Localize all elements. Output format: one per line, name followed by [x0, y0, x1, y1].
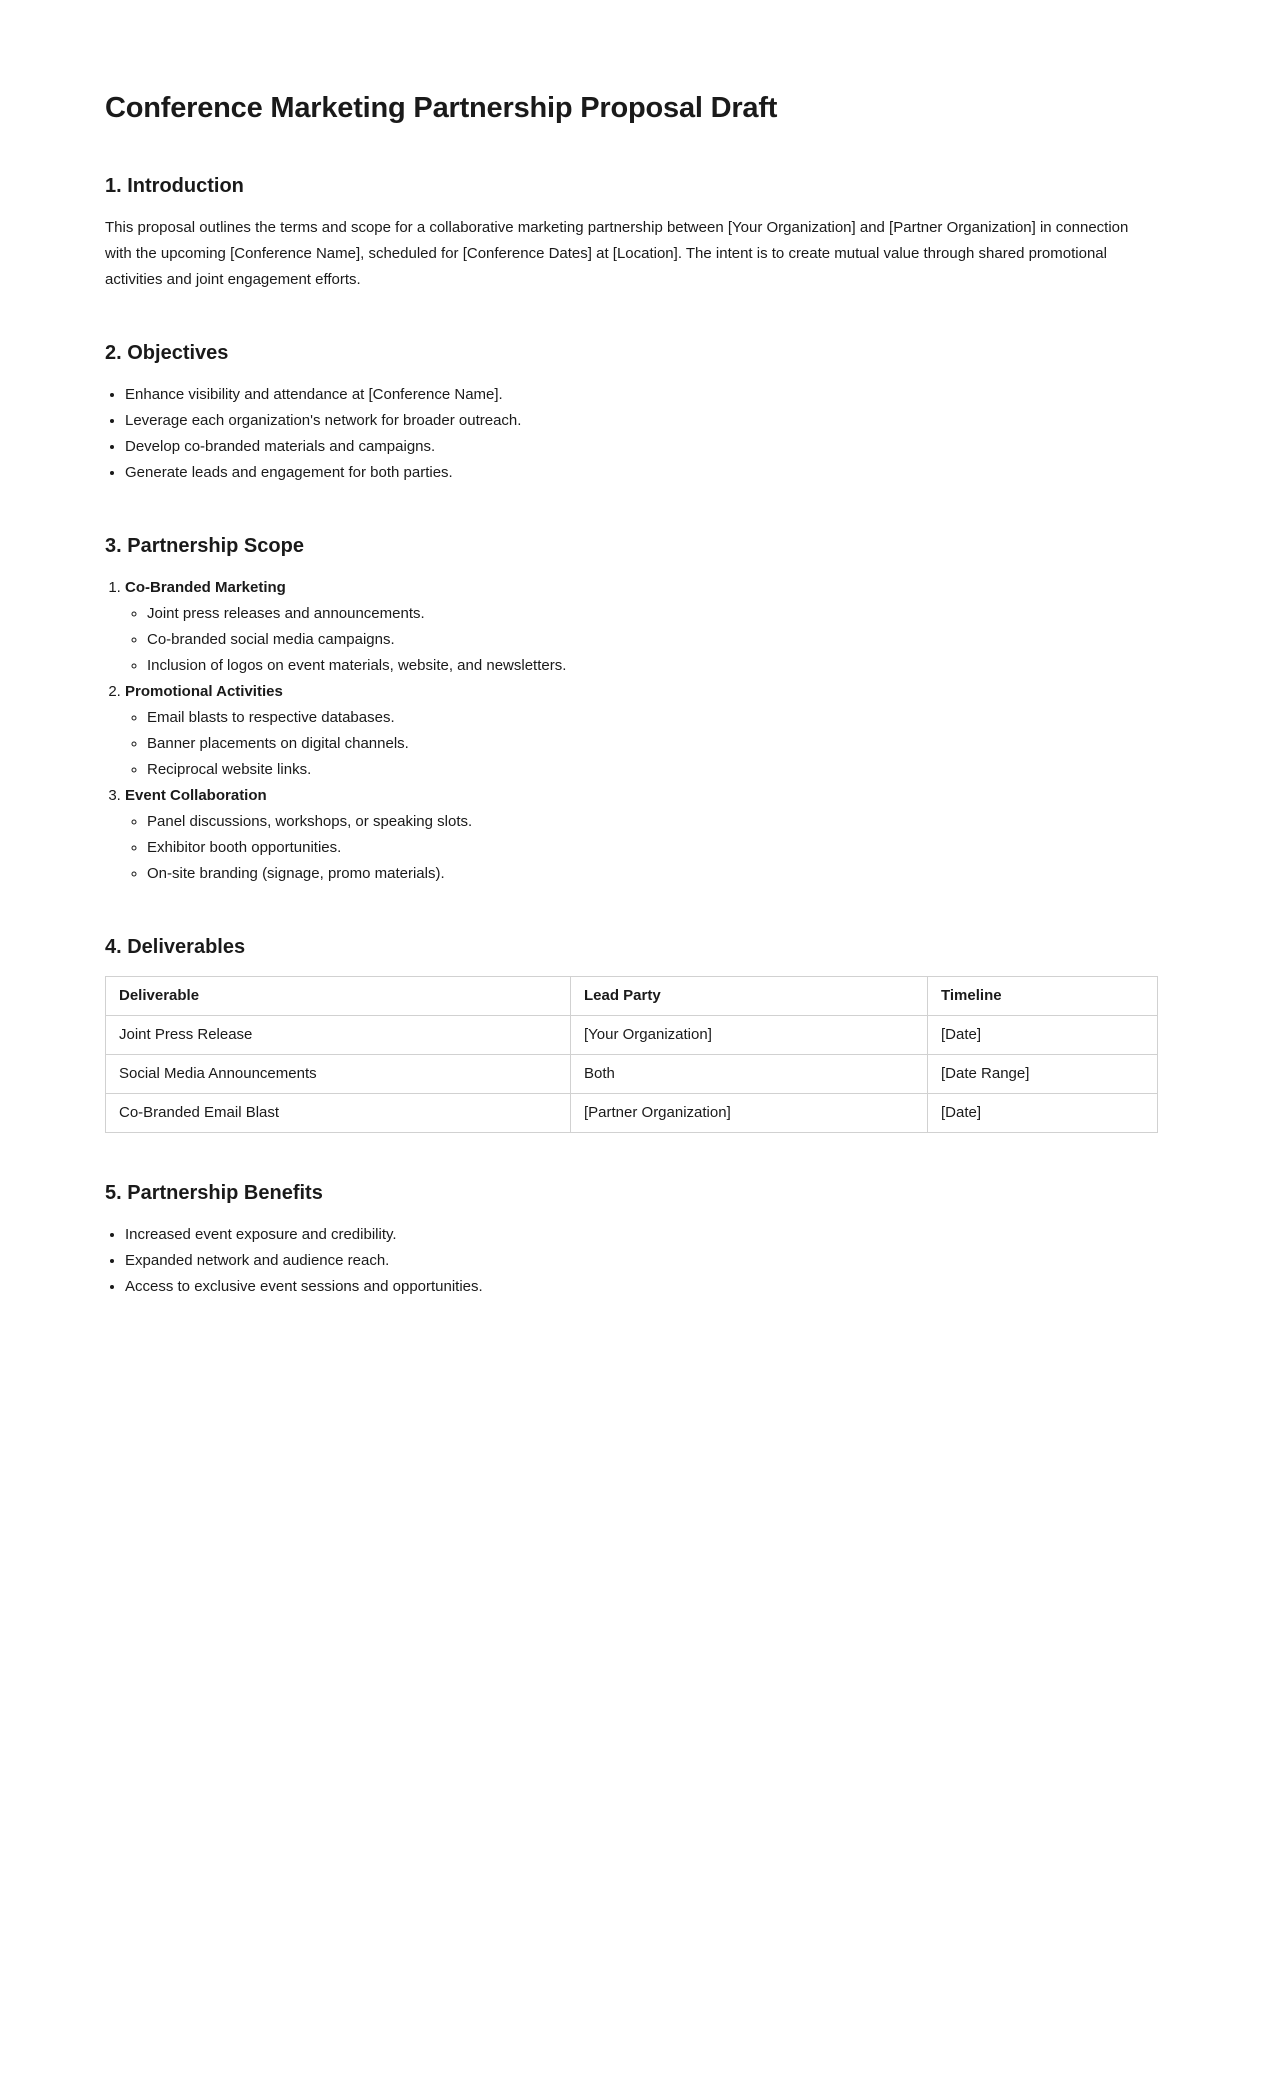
- section-heading-deliverables: 4. Deliverables: [105, 936, 246, 958]
- list-item: • Enhance visibility and attendance at [Conference Name].: [125, 382, 1157, 408]
- scope-group-title: Promotional Activities: [125, 683, 283, 700]
- scope-group: [125, 679, 1157, 783]
- list-item: ◦ Email blasts to respective databases.: [147, 705, 1157, 731]
- scope-list: [105, 575, 1157, 887]
- list-item: • Increased event exposure and credibility.: [125, 1222, 1157, 1248]
- scope-group: [125, 575, 1157, 679]
- section-deliverables: [105, 934, 1157, 1133]
- table-cell: [Date]: [928, 1094, 1158, 1133]
- scope-sublist: [125, 601, 1157, 679]
- list-item: ◦ On-site branding (signage, promo materials).: [147, 861, 1157, 887]
- table-cell: [Your Organization]: [571, 1016, 928, 1055]
- section-partnership-benefits: [105, 1180, 1157, 1300]
- section-heading-partnership-benefits: 5. Partnership Benefits: [105, 1182, 323, 1204]
- table-cell: [Partner Organization]: [571, 1094, 928, 1133]
- table-header-row: [106, 977, 1158, 1016]
- list-item: ◦ Panel discussions, workshops, or speaking slots.: [147, 809, 1157, 835]
- list-item: ◦ Banner placements on digital channels.: [147, 731, 1157, 757]
- intro-paragraph: This proposal outlines the terms and scope for a collaborative marketing partnership between [Your Organization] and [Partner Organization] in connection with the upcoming [Conference Name], scheduled for [Conference Dates] at [Location]. The intent is to create mutual value through shared promotional activities and joint engagement efforts.: [105, 219, 1129, 288]
- list-item: • Develop co-branded materials and campaigns.: [125, 434, 1157, 460]
- scope-sublist: [125, 705, 1157, 783]
- scope-sublist: [125, 809, 1157, 887]
- scope-group-title: Event Collaboration: [125, 787, 267, 804]
- section-heading-objectives: 2. Objectives: [105, 342, 229, 364]
- table-cell: Joint Press Release: [106, 1016, 571, 1055]
- table-header-cell: Deliverable: [106, 977, 571, 1016]
- table-cell: Co-Branded Email Blast: [106, 1094, 571, 1133]
- table-row: [106, 1016, 1158, 1055]
- table-header-cell: Lead Party: [571, 977, 928, 1016]
- scope-group-title: Co-Branded Marketing: [125, 579, 286, 596]
- document-title: Conference Marketing Partnership Proposal Draft: [105, 92, 778, 124]
- document-page: [105, 0, 1157, 1300]
- benefits-list: [105, 1222, 1157, 1300]
- section-heading-introduction: 1. Introduction: [105, 175, 244, 197]
- table-row: [106, 1094, 1158, 1133]
- list-item: • Leverage each organization's network for broader outreach.: [125, 408, 1157, 434]
- table-row: [106, 1055, 1158, 1094]
- scope-group: [125, 783, 1157, 887]
- list-item: ◦ Exhibitor booth opportunities.: [147, 835, 1157, 861]
- list-item: • Generate leads and engagement for both parties.: [125, 460, 1157, 486]
- table-cell: Both: [571, 1055, 928, 1094]
- list-item: ◦ Co-branded social media campaigns.: [147, 627, 1157, 653]
- table-cell: Social Media Announcements: [106, 1055, 571, 1094]
- table-cell: [Date]: [928, 1016, 1158, 1055]
- list-item: • Expanded network and audience reach.: [125, 1248, 1157, 1274]
- deliverables-table: [105, 976, 1158, 1133]
- list-item: ◦ Joint press releases and announcements.: [147, 601, 1157, 627]
- objectives-list: [105, 382, 1157, 486]
- list-item: ◦ Inclusion of logos on event materials, website, and newsletters.: [147, 653, 1157, 679]
- section-introduction: [105, 173, 1157, 293]
- section-objectives: [105, 340, 1157, 486]
- section-heading-partnership-scope: 3. Partnership Scope: [105, 535, 304, 557]
- table-header-cell: Timeline: [928, 977, 1158, 1016]
- table-cell: [Date Range]: [928, 1055, 1158, 1094]
- list-item: • Access to exclusive event sessions and opportunities.: [125, 1274, 1157, 1300]
- section-partnership-scope: [105, 533, 1157, 887]
- list-item: ◦ Reciprocal website links.: [147, 757, 1157, 783]
